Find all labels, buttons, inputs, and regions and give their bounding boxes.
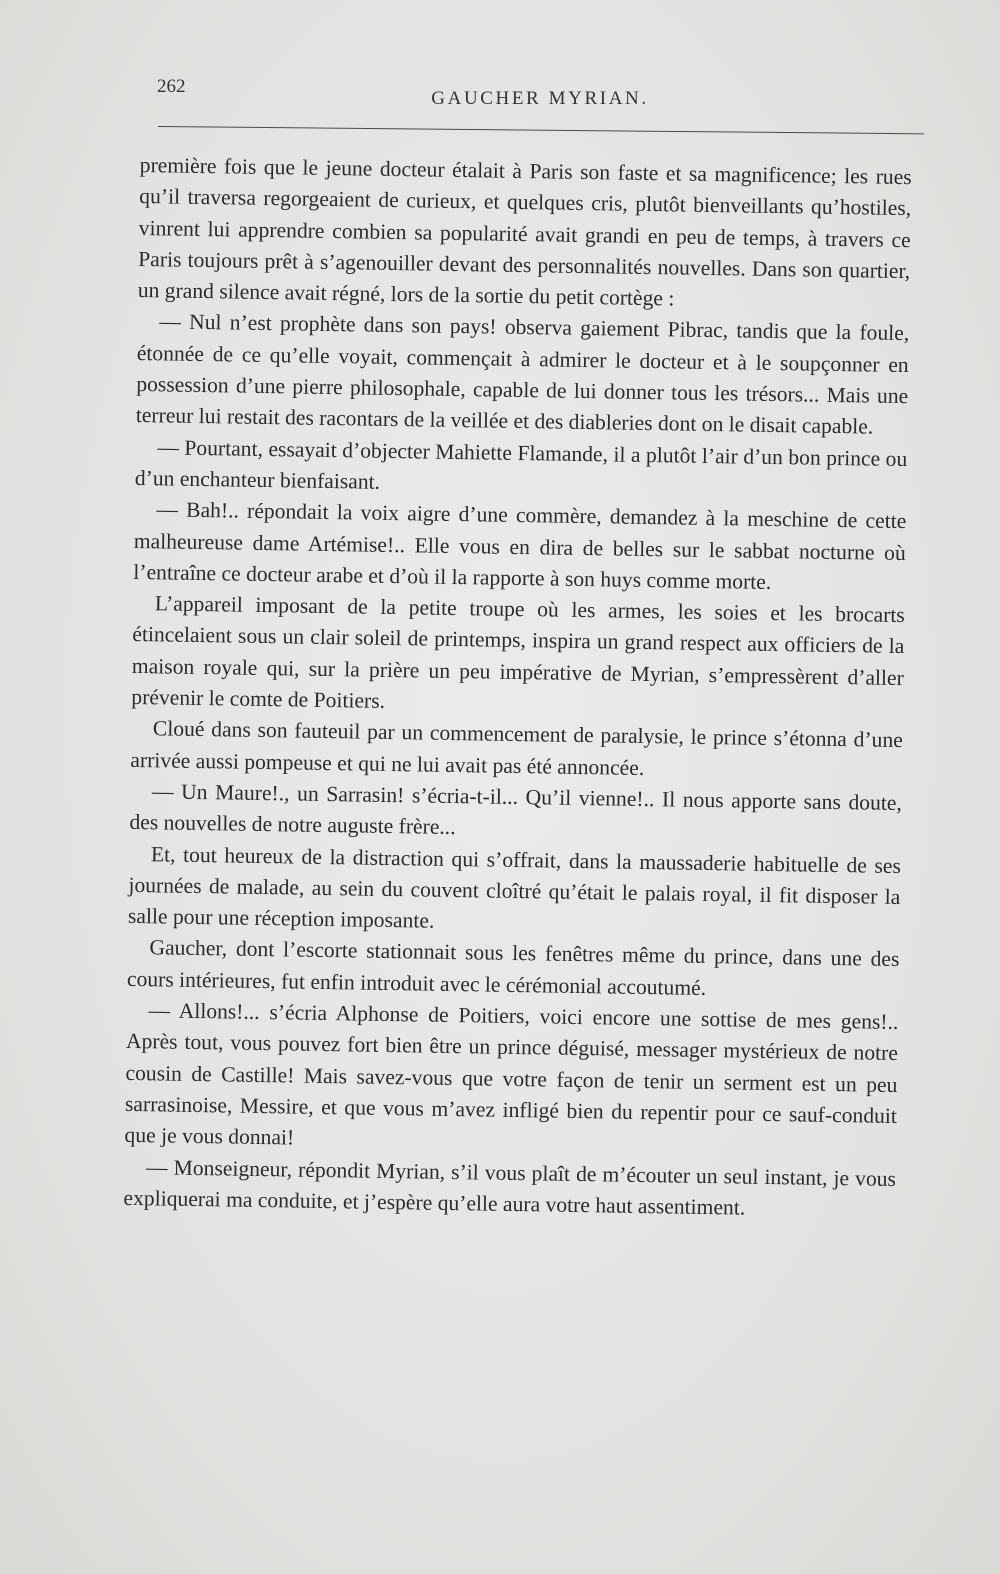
paragraph: — Nul n’est prophète dans son pays! observa gaiement Pibrac, tandis que la foule, étonnée de ce qu’elle voyait, commençait à admirer le docteur et à le soupçonner en possession d’une pierre philosophale, capable de lui donner tous les trésors... Mais une terreur lui restait des racontars de la veillée et des diableries dont on le disait capable. xyxy=(135,309,910,439)
paragraph: première fois que le jeune docteur étalait à Paris son faste et sa magnificence; les rues qu’il traversa regorgeaient de curieux, et quelques cris, plutôt bienveillants qu’hostiles, vinrent lui apprendre combien sa popularité avait grandi en peu de temps, à travers ce Paris toujours prêt à s’agenouiller devant des personnalités nouvelles. Dans son quartier, un grand silence avait régné, lors de la sortie du petit cortège : xyxy=(137,152,912,311)
paragraph: L’appareil imposant de la petite troupe où les armes, les soies et les brocarts étincelaient sous un clair soleil de printemps, inspira un grand respect aux officiers de la maison royale qui, sur la prière un peu impérative de Myrian, s’empressèrent d’aller prévenir le comte de Poitiers. xyxy=(131,591,905,713)
page-number: 262 xyxy=(157,76,186,97)
paragraph: — Monseigneur, répondit Myrian, s’il vous plaît de m’écouter un seul instant, je vous expliquerai ma conduite, et j’espère qu’elle aura votre haut assentiment. xyxy=(123,1154,897,1220)
paragraph: Et, tout heureux de la distraction qui s’offrait, dans la maussaderie habituelle de ses journées de malade, au sein du couvent cloîtré qu’était le palais royal, il fit disposer la salle pour une réception imposante. xyxy=(127,841,902,933)
paragraph: Gaucher, dont l’escorte stationnait sous les fenêtres même du prince, dans une des cours intérieures, fut enfin introduit avec le cérémonial accoutumé. xyxy=(126,935,900,1000)
paragraph: — Allons!... s’écria Alphonse de Poitiers, voici encore une sottise de mes gens!.. Après tout, vous pouvez fort bien être un prince déguisé, messager mystérieux de notre cousin de Castille! Mais savez-vous que votre façon de tenir un serment est un peu sarrasinoise, Messire, et que vous m’avez infligé bien du repentir pour ce sauf-conduit que je vous donnai! xyxy=(124,998,899,1150)
paragraph: Cloué dans son fauteuil par un commencement de paralysie, le prince s’étonna d’une arrivée aussi pompeuse et qui ne lui avait pas été annoncée. xyxy=(130,716,904,780)
body-text xyxy=(123,150,912,1226)
paragraph: — Pourtant, essayait d’objecter Mahiette Flamande, il a plutôt l’air d’un bon prince ou d’un enchanteur bienfaisant. xyxy=(134,434,908,494)
header-rule xyxy=(158,126,924,134)
paragraph: — Bah!.. répondait la voix aigre d’une commère, demandez à la meschine de cette malheureuse dame Artémise!.. Elle vous en dira de belles sur le sabbat nocturne où l’entraîne ce docteur arabe et d’où il la rapporte à son huys comme morte. xyxy=(133,497,907,594)
paragraph: — Un Maure!., un Sarrasin! s’écria-t-il... Qu’il vienne!.. Il nous apporte sans doute, des nouvelles de notre auguste frère... xyxy=(129,779,903,840)
running-title: GAUCHER MYRIAN. xyxy=(431,88,649,109)
